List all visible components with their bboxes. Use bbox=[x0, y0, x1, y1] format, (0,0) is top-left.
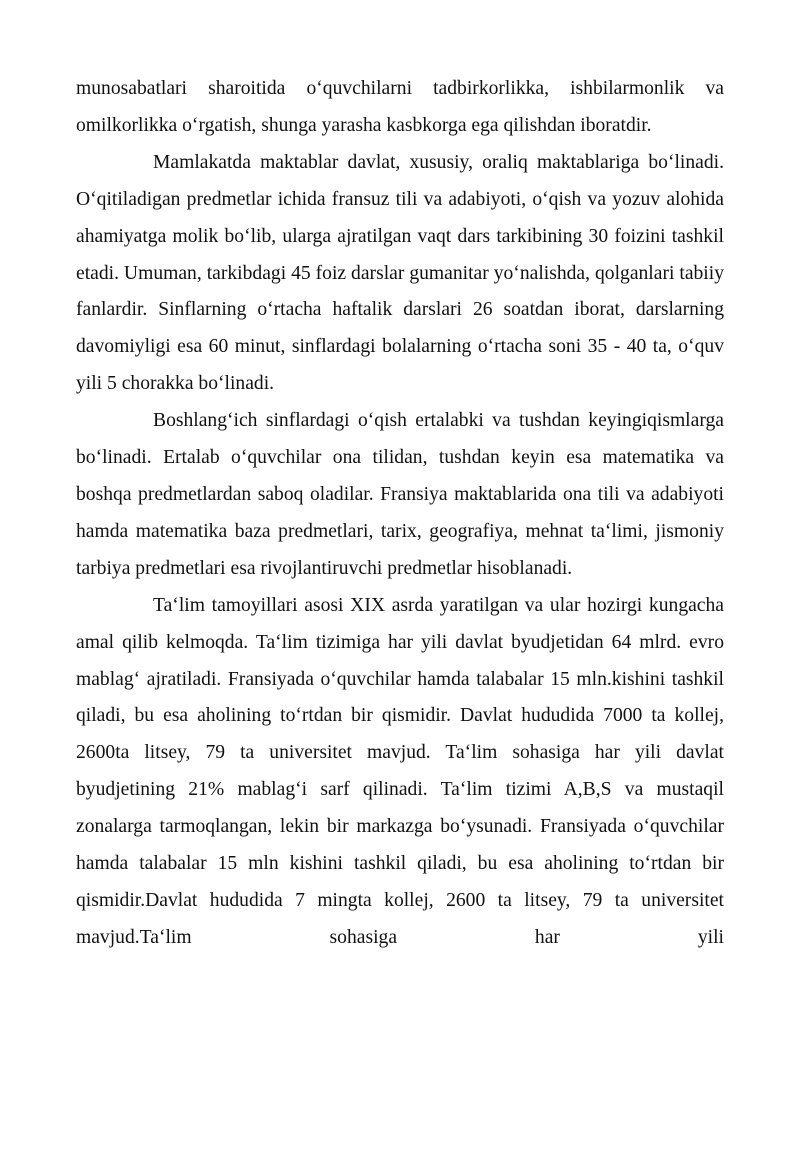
paragraph-3: Boshlang‘ich sinflardagi o‘qish ertalabki va tushdan keyingiqismlarga bo‘linadi. Ertalab o‘quvchilar ona tilidan, tushdan keyin esa matematika va boshqa predmetlardan saboq oladilar. Fransiya maktablarida ona tili va adabiyoti hamda matematika baza predmetlari, tarix, geografiya, mehnat ta‘limi, jismoniy tarbiya predmetlari esa rivojlantiruvchi predmetlar hisoblanadi. bbox=[76, 410, 724, 579]
paragraph-2: Mamlakatda maktablar davlat, xususiy, oraliq maktablariga bo‘linadi. O‘qitiladigan predmetlar ichida fransuz tili va adabiyoti, o‘qish va yozuv alohida ahamiyatga molik bo‘lib, ularga ajratilgan vaqt dars tarkibining 30 foizini tashkil etadi. Umuman, tarkibdagi 45 foiz darslar gumanitar yo‘nalishda, qolganlari tabiiy fanlardir. Sinflarning o‘rtacha haftalik darslari 26 soatdan iborat, darslarning davomiyligi esa 60 minut, sinflardagi bolalarning o‘rtacha soni 35 - 40 ta, o‘quv yili 5 chorakka bo‘linadi. bbox=[76, 151, 724, 395]
paragraph-1: munosabatlari sharoitida o‘quvchilarni tadbirkorlikka, ishbilarmonlik va omilkorlikka o‘rgatish, shunga yarasha kasbkorga ega qilishdan iboratdir. bbox=[76, 78, 724, 136]
paragraph-4: Ta‘lim tamoyillari asosi XIX asrda yaratilgan va ular hozirgi kungacha amal qilib kelmoqda. Ta‘lim tizimiga har yili davlat byudjetidan 64 mlrd. evro mablag‘ ajratiladi. Fransiyada o‘quvchilar hamda talabalar 15 mln.kishini tashkil qiladi, bu esa aholining to‘rtdan bir qismidir. Davlat hududida 7000 ta kollej, 2600ta litsey, 79 ta universitet mavjud. Ta‘lim sohasiga har yili davlat byudjetining 21% mablag‘i sarf qilinadi. Ta‘lim tizimi A,B,S va mustaqil zonalarga tarmoqlangan, lekin bir markazga bo‘ysunadi. Fransiyada o‘quvchilar hamda talabalar 15 mln kishini tashkil qiladi, bu esa aholining to‘rtdan bir qismidir.Davlat hududida 7 mingta kollej, 2600 ta litsey, 79 ta universitet mavjud.Ta‘lim sohasiga har yili bbox=[76, 594, 724, 948]
document-page bbox=[76, 71, 724, 957]
